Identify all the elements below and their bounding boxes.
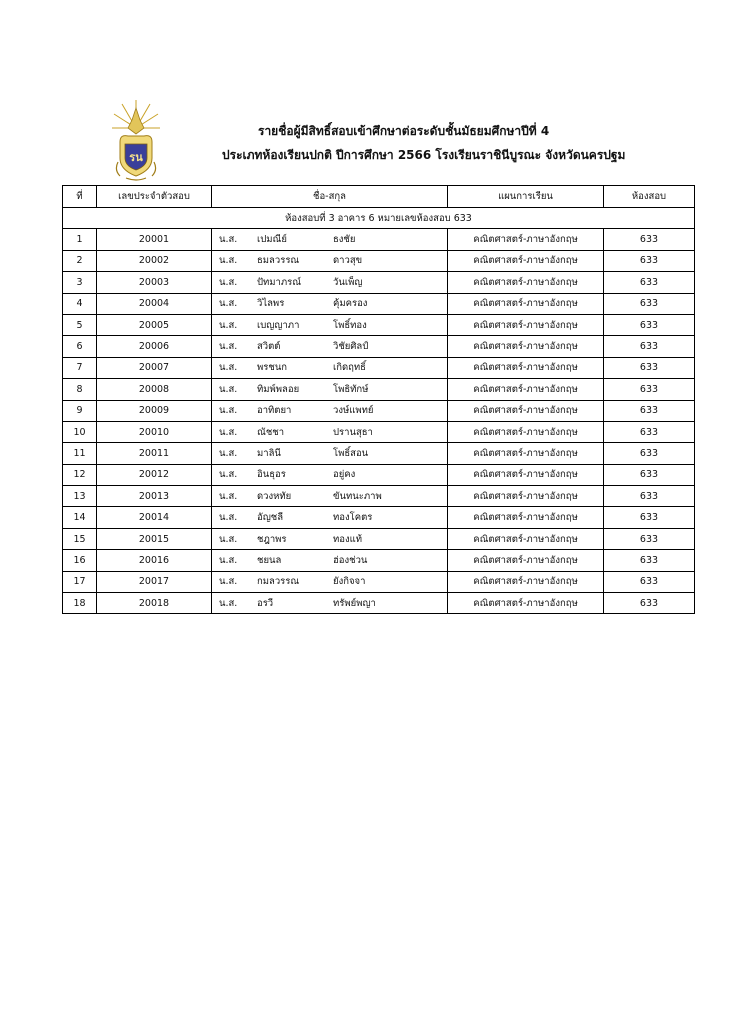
exam-id: 20003 [97, 272, 212, 293]
first-name: อัญชลี [257, 512, 284, 524]
row-number: 10 [63, 421, 97, 442]
table-row [63, 464, 695, 485]
last-name: โพธิทักษ์ [333, 383, 369, 395]
table-row [63, 421, 695, 442]
last-name: โพธิ์สอน [333, 447, 369, 459]
student-name [212, 528, 448, 549]
study-plan: คณิตศาสตร์-ภาษาอังกฤษ [448, 571, 604, 592]
study-plan: คณิตศาสตร์-ภาษาอังกฤษ [448, 507, 604, 528]
first-name: พรชนก [257, 362, 288, 374]
last-name: คุ้มครอง [333, 298, 368, 310]
study-plan: คณิตศาสตร์-ภาษาอังกฤษ [448, 464, 604, 485]
exam-room: 633 [604, 357, 695, 378]
table-row [63, 593, 695, 614]
row-number: 14 [63, 507, 97, 528]
exam-room: 633 [604, 229, 695, 250]
study-plan: คณิตศาสตร์-ภาษาอังกฤษ [448, 250, 604, 271]
name-prefix: น.ส. [219, 512, 238, 524]
name-prefix: น.ส. [219, 234, 238, 246]
student-name [212, 550, 448, 571]
study-plan: คณิตศาสตร์-ภาษาอังกฤษ [448, 550, 604, 571]
study-plan: คณิตศาสตร์-ภาษาอังกฤษ [448, 593, 604, 614]
study-plan: คณิตศาสตร์-ภาษาอังกฤษ [448, 314, 604, 335]
row-number: 7 [63, 357, 97, 378]
student-name [212, 443, 448, 464]
exam-room: 633 [604, 272, 695, 293]
column-header-name: ชื่อ-สกุล [212, 186, 448, 208]
study-plan: คณิตศาสตร์-ภาษาอังกฤษ [448, 272, 604, 293]
study-plan: คณิตศาสตร์-ภาษาอังกฤษ [448, 229, 604, 250]
row-number: 5 [63, 314, 97, 335]
table-row [63, 443, 695, 464]
name-prefix: น.ส. [219, 298, 238, 310]
first-name: สวิตต์ [257, 341, 281, 353]
exam-id: 20015 [97, 528, 212, 549]
student-name [212, 293, 448, 314]
first-name: ธมลวรรณ [257, 255, 300, 267]
row-number: 15 [63, 528, 97, 549]
first-name: ดวงหทัย [257, 490, 292, 502]
column-header-room: ห้องสอบ [604, 186, 695, 208]
exam-id: 20001 [97, 229, 212, 250]
exam-room: 633 [604, 486, 695, 507]
exam-id: 20004 [97, 293, 212, 314]
exam-room: 633 [604, 443, 695, 464]
name-prefix: น.ส. [219, 490, 238, 502]
svg-text:รน: รน [129, 151, 143, 164]
student-name [212, 400, 448, 421]
row-number: 1 [63, 229, 97, 250]
name-prefix: น.ส. [219, 447, 238, 459]
study-plan: คณิตศาสตร์-ภาษาอังกฤษ [448, 293, 604, 314]
table-row [63, 400, 695, 421]
last-name: วงษ์แพทย์ [333, 405, 374, 417]
exam-room: 633 [604, 464, 695, 485]
table-row [63, 336, 695, 357]
table-row [63, 528, 695, 549]
student-name [212, 507, 448, 528]
exam-id: 20010 [97, 421, 212, 442]
last-name: วิชัยศิลป์ [333, 341, 369, 353]
exam-id: 20014 [97, 507, 212, 528]
table-row [63, 272, 695, 293]
row-number: 4 [63, 293, 97, 314]
exam-room: 633 [604, 250, 695, 271]
last-name: ธงชัย [333, 234, 356, 246]
row-number: 2 [63, 250, 97, 271]
last-name: ขันทนะภาพ [333, 490, 382, 502]
study-plan: คณิตศาสตร์-ภาษาอังกฤษ [448, 486, 604, 507]
name-prefix: น.ส. [219, 319, 238, 331]
last-name: วันเพ็ญ [333, 276, 363, 288]
exam-room: 633 [604, 336, 695, 357]
exam-id: 20012 [97, 464, 212, 485]
first-name: อินธุอร [257, 469, 286, 481]
table-row [63, 250, 695, 271]
row-number: 3 [63, 272, 97, 293]
exam-id: 20011 [97, 443, 212, 464]
exam-room: 633 [604, 379, 695, 400]
student-name [212, 464, 448, 485]
last-name: ยังกิจจา [333, 576, 366, 588]
last-name: ดาวสุข [333, 255, 363, 267]
table-row [63, 293, 695, 314]
name-prefix: น.ส. [219, 597, 238, 609]
document-title: รายชื่อผู้มีสิทธิ์สอบเข้าศึกษาต่อระดับชั้นมัธยมศึกษาปีที่ 4 [258, 124, 550, 138]
student-name [212, 272, 448, 293]
study-plan: คณิตศาสตร์-ภาษาอังกฤษ [448, 421, 604, 442]
exam-room-section-title: ห้องสอบที่ 3 อาคาร 6 หมายเลขห้องสอบ 633 [63, 208, 695, 229]
row-number: 13 [63, 486, 97, 507]
table-row [63, 379, 695, 400]
school-crest-emblem-icon [110, 98, 162, 182]
student-name [212, 593, 448, 614]
table-row [63, 571, 695, 592]
exam-room: 633 [604, 571, 695, 592]
study-plan: คณิตศาสตร์-ภาษาอังกฤษ [448, 443, 604, 464]
column-header-no: ที่ [63, 186, 97, 208]
study-plan: คณิตศาสตร์-ภาษาอังกฤษ [448, 357, 604, 378]
exam-room: 633 [604, 400, 695, 421]
exam-room: 633 [604, 528, 695, 549]
student-name [212, 250, 448, 271]
row-number: 9 [63, 400, 97, 421]
student-name [212, 357, 448, 378]
name-prefix: น.ส. [219, 362, 238, 374]
name-prefix: น.ส. [219, 383, 238, 395]
exam-id: 20008 [97, 379, 212, 400]
column-header-plan: แผนการเรียน [448, 186, 604, 208]
table-row [63, 314, 695, 335]
first-name: ณัชชา [257, 426, 285, 438]
exam-id: 20017 [97, 571, 212, 592]
first-name: ชยนล [257, 554, 282, 566]
table-row [63, 550, 695, 571]
student-name [212, 379, 448, 400]
table-row [63, 486, 695, 507]
table-row [63, 507, 695, 528]
name-prefix: น.ส. [219, 426, 238, 438]
exam-id: 20018 [97, 593, 212, 614]
exam-id: 20007 [97, 357, 212, 378]
first-name: ปัทมาภรณ์ [257, 276, 302, 288]
name-prefix: น.ส. [219, 405, 238, 417]
table-header-row [63, 186, 695, 208]
last-name: ทองแท้ [333, 533, 362, 545]
first-name: วิไลพร [257, 298, 285, 310]
student-name [212, 571, 448, 592]
row-number: 12 [63, 464, 97, 485]
row-number: 16 [63, 550, 97, 571]
name-prefix: น.ส. [219, 554, 238, 566]
exam-room: 633 [604, 507, 695, 528]
exam-id: 20006 [97, 336, 212, 357]
last-name: โพธิ์ทอง [333, 319, 367, 331]
name-prefix: น.ส. [219, 276, 238, 288]
last-name: ทองโคตร [333, 512, 373, 524]
exam-id: 20002 [97, 250, 212, 271]
first-name: อาทิตยา [257, 405, 292, 417]
study-plan: คณิตศาสตร์-ภาษาอังกฤษ [448, 400, 604, 421]
exam-roster-table [62, 185, 695, 614]
table-row [63, 229, 695, 250]
student-name [212, 421, 448, 442]
column-header-exam-id: เลขประจำตัวสอบ [97, 186, 212, 208]
document-subtitle: ประเภทห้องเรียนปกติ ปีการศึกษา 2566 โรงเรียนราชินีบูรณะ จังหวัดนครปฐม [222, 148, 626, 162]
exam-room: 633 [604, 550, 695, 571]
name-prefix: น.ส. [219, 469, 238, 481]
study-plan: คณิตศาสตร์-ภาษาอังกฤษ [448, 336, 604, 357]
exam-room: 633 [604, 314, 695, 335]
section-title-row [63, 208, 695, 229]
row-number: 6 [63, 336, 97, 357]
first-name: อรวี [257, 597, 274, 609]
name-prefix: น.ส. [219, 533, 238, 545]
name-prefix: น.ส. [219, 576, 238, 588]
last-name: ทรัพย์พญา [333, 597, 376, 609]
first-name: เปมณีย์ [257, 234, 287, 246]
exam-room: 633 [604, 593, 695, 614]
exam-room: 633 [604, 293, 695, 314]
last-name: ฮ่องช่วน [333, 554, 368, 566]
last-name: อยู่คง [333, 469, 356, 481]
exam-id: 20009 [97, 400, 212, 421]
student-name [212, 229, 448, 250]
row-number: 8 [63, 379, 97, 400]
first-name: ชฎาพร [257, 533, 287, 545]
student-name [212, 314, 448, 335]
first-name: เบญญาภา [257, 319, 300, 331]
study-plan: คณิตศาสตร์-ภาษาอังกฤษ [448, 528, 604, 549]
first-name: ทิมพ์พลอย [257, 383, 300, 395]
first-name: มาลินี [257, 447, 281, 459]
row-number: 18 [63, 593, 97, 614]
exam-room: 633 [604, 421, 695, 442]
last-name: เกิดฤทธิ์ [333, 362, 366, 374]
table-row [63, 357, 695, 378]
student-name [212, 336, 448, 357]
name-prefix: น.ส. [219, 341, 238, 353]
student-name [212, 486, 448, 507]
exam-id: 20013 [97, 486, 212, 507]
first-name: กมลวรรณ [257, 576, 300, 588]
last-name: ปรานสุธา [333, 426, 373, 438]
row-number: 17 [63, 571, 97, 592]
exam-id: 20016 [97, 550, 212, 571]
study-plan: คณิตศาสตร์-ภาษาอังกฤษ [448, 379, 604, 400]
row-number: 11 [63, 443, 97, 464]
name-prefix: น.ส. [219, 255, 238, 267]
exam-id: 20005 [97, 314, 212, 335]
